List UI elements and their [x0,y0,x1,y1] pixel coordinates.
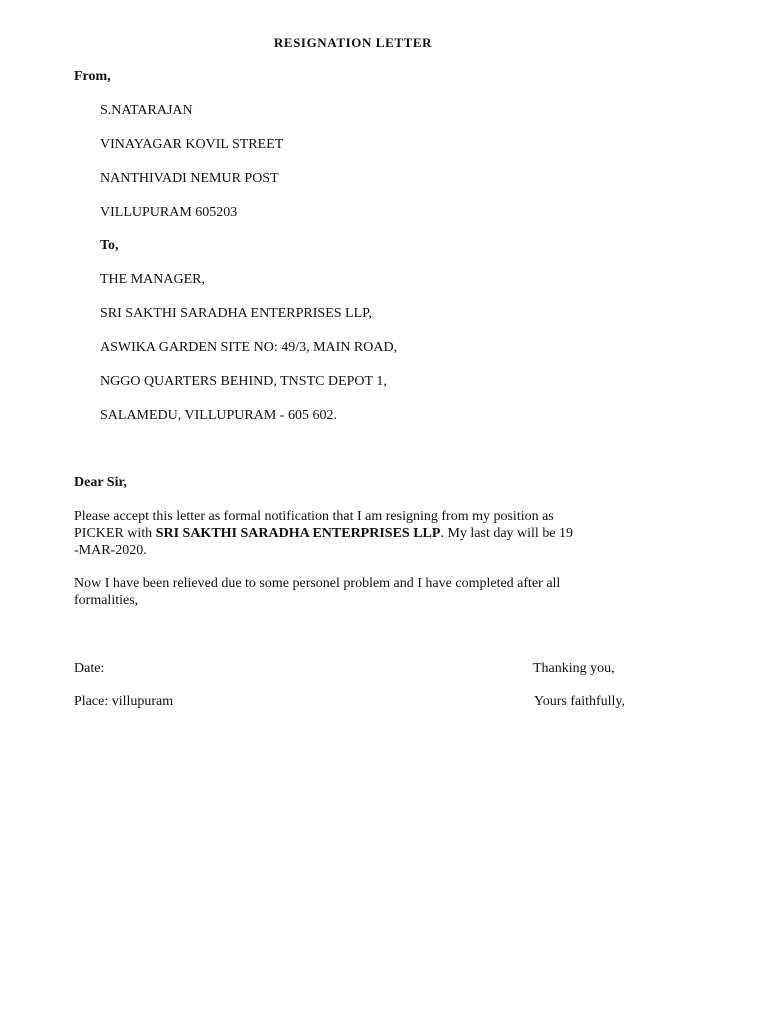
letter-title: RESIGNATION LETTER [273,35,433,50]
company-name-bold: SRI SAKTHI SARADHA ENTERPRISES LLP [155,526,441,541]
to-landmark: NGGO QUARTERS BEHIND, TNSTC DEPOT 1, [100,374,387,389]
paragraph-line [74,525,573,543]
from-name: S.NATARAJAN [100,103,193,118]
from-post: NANTHIVADI NEMUR POST [100,171,279,186]
date-label: Date: [74,661,105,676]
from-label: From, [74,69,111,84]
to-street: ASWIKA GARDEN SITE NO: 49/3, MAIN ROAD, [100,340,398,355]
paragraph-line: Please accept this letter as formal notification that I am resigning from my position as [74,509,554,524]
closing-yours-faithfully: Yours faithfully, [534,694,626,709]
paragraph-line: Now I have been relieved due to some personel problem and I have completed after all [74,576,561,591]
salutation: Dear Sir, [74,475,127,490]
place-label: Place: villupuram [74,694,174,709]
from-city: VILLUPURAM 605203 [100,205,238,220]
paragraph-text: . My last day will be 19 [440,526,574,541]
to-company: SRI SAKTHI SARADHA ENTERPRISES LLP, [100,306,372,321]
paragraph-line: formalities, [74,593,139,608]
to-city: SALAMEDU, VILLUPURAM - 605 602. [100,408,337,423]
to-label: To, [100,238,119,253]
from-street: VINAYAGAR KOVIL STREET [100,137,284,152]
paragraph-text: PICKER with [74,526,156,541]
closing-thanking: Thanking you, [533,661,615,676]
paragraph-line: -MAR-2020. [74,543,147,558]
to-recipient: THE MANAGER, [100,272,205,287]
